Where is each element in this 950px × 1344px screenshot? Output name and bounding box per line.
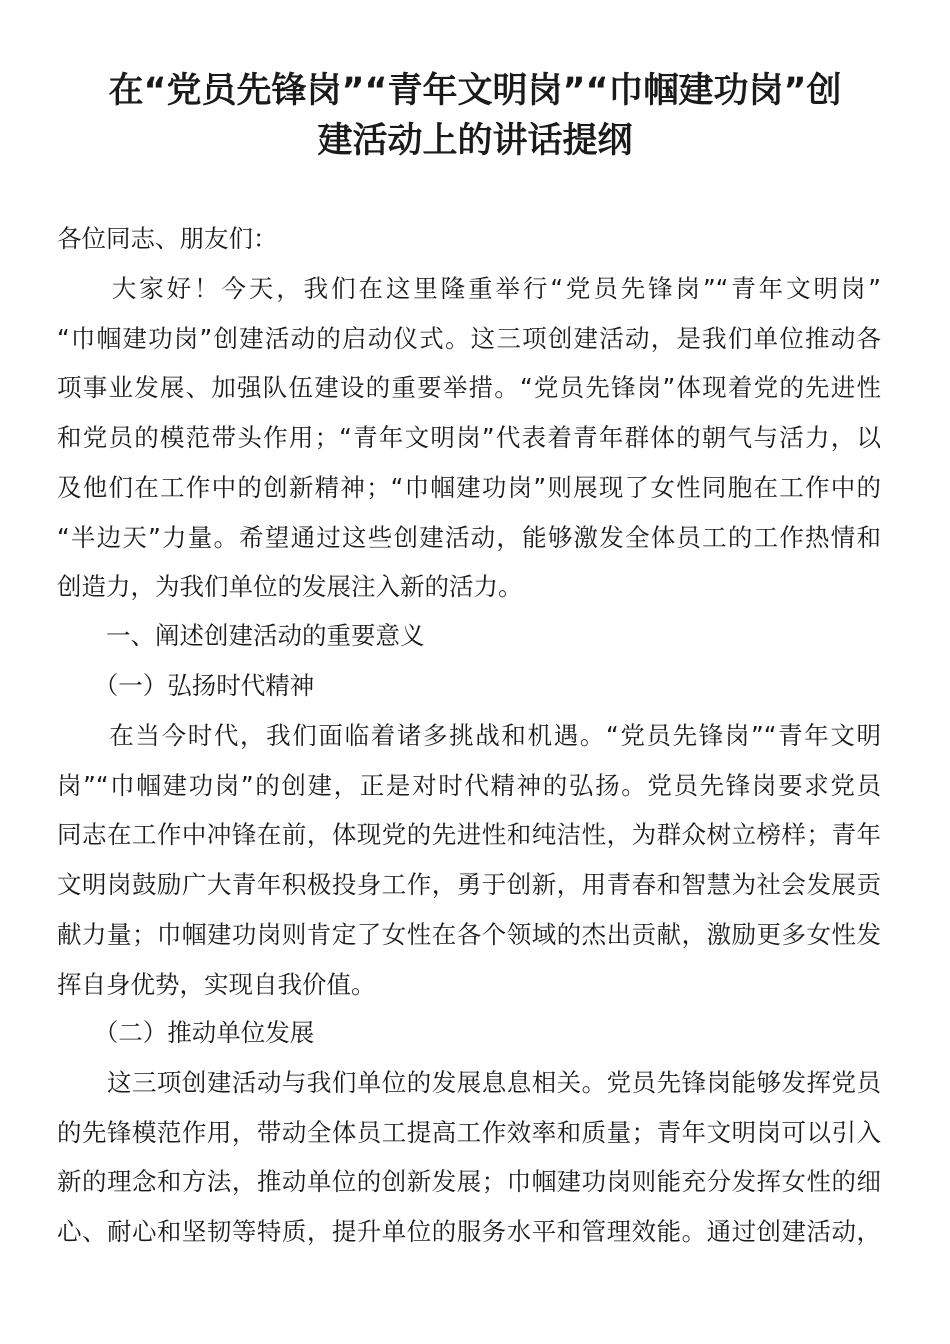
- paragraph-line: 在当今时代，我们面临着诸多挑战和机遇。“党员先锋岗”“青年文明: [57, 721, 881, 750]
- paragraph-line: 文明岗鼓励广大青年积极投身工作，勇于创新，用青春和智慧为社会发展贡: [57, 870, 881, 900]
- paragraph-line: 的先锋模范作用，带动全体员工提高工作效率和质量；青年文明岗可以引入: [57, 1117, 881, 1147]
- paragraph-line: 同志在工作中冲锋在前，体现党的先进性和纯洁性，为群众树立榜样；青年: [57, 820, 881, 850]
- subsection-heading-text: （二）推动单位发展: [57, 1018, 315, 1047]
- paragraph-line: 大家好！今天，我们在这里隆重举行“党员先锋岗”“青年文明岗”: [57, 274, 881, 303]
- paragraph-intro: [57, 264, 881, 612]
- paragraph-unit-development: [57, 1058, 881, 1257]
- paragraph-line: “巾帼建功岗”创建活动的启动仪式。这三项创建活动，是我们单位推动各: [57, 323, 881, 353]
- subsection-heading-text: （一）弘扬时代精神: [57, 671, 315, 700]
- paragraph-era-spirit: [57, 711, 881, 1009]
- document-title-line-2: 建活动上的讲话提纲: [317, 121, 633, 161]
- paragraph-line: 和党员的模范带头作用；“青年文明岗”代表着青年群体的朝气与活力，以: [57, 423, 881, 453]
- paragraph-line: 新的理念和方法，推动单位的创新发展；巾帼建功岗则能充分发挥女性的细: [57, 1167, 881, 1197]
- section-heading-text: 一、阐述创建活动的重要意义: [57, 621, 425, 650]
- greeting: [57, 214, 881, 264]
- paragraph-line: 创造力，为我们单位的发展注入新的活力。: [57, 572, 523, 602]
- paragraph-line: 项事业发展、加强队伍建设的重要举措。“党员先锋岗”体现着党的先进性: [57, 373, 881, 403]
- paragraph-line: 心、耐心和坚韧等特质，提升单位的服务水平和管理效能。通过创建活动，: [57, 1217, 881, 1247]
- paragraph-line: 献力量；巾帼建功岗则肯定了女性在各个领域的杰出贡献，激励更多女性发: [57, 919, 881, 949]
- paragraph-line: 这三项创建活动与我们单位的发展息息相关。党员先锋岗能够发挥党员: [57, 1068, 881, 1097]
- document-title-line-1: 在“党员先锋岗”“青年文明岗”“巾帼建功岗”创: [108, 71, 842, 111]
- subsection-heading-2: [57, 1008, 881, 1058]
- paragraph-line: 岗”“巾帼建功岗”的创建，正是对时代精神的弘扬。党员先锋岗要求党员: [57, 770, 881, 800]
- greeting-text: 各位同志、朋友们：: [57, 224, 278, 253]
- paragraph-line: 挥自身优势，实现自我价值。: [57, 969, 376, 999]
- paragraph-line: “半边天”力量。希望通过这些创建活动，能够激发全体员工的工作热情和: [57, 522, 881, 552]
- subsection-heading-1: [57, 661, 881, 711]
- section-heading-1: [57, 611, 881, 661]
- paragraph-line: 及他们在工作中的创新精神；“巾帼建功岗”则展现了女性同胞在工作中的: [57, 472, 881, 502]
